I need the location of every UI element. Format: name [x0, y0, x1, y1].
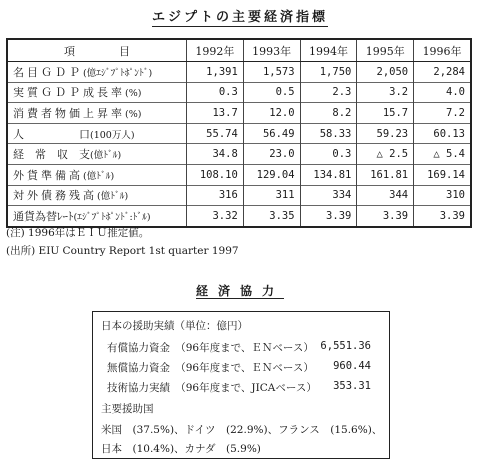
table-cell: 334 — [300, 185, 357, 206]
estimate-note: (注) 1996年はＥＩＵ推定値。 — [6, 227, 150, 239]
table-cell: 2,284 — [414, 62, 471, 83]
row-label: 消費者物価上昇率(%) — [7, 103, 187, 124]
row-label: 名目ＧＤＰ(億ｴｼﾞﾌﾟﾄﾎﾟﾝﾄﾞ) — [7, 62, 187, 83]
table-cell: 3.39 — [414, 206, 471, 227]
economic-indicators-table — [6, 38, 472, 228]
table-cell: 1,750 — [300, 62, 357, 83]
table-cell: 0.3 — [187, 82, 244, 103]
column-header-year: 1996年 — [414, 39, 471, 62]
column-header-year: 1995年 — [357, 39, 414, 62]
donors-line: 日本 (10.4%)、カナダ (5.9%) — [101, 443, 261, 455]
row-label: 人 口(100万人) — [7, 123, 187, 144]
donors-heading: 主要援助国 — [101, 403, 154, 415]
table-cell: 134.81 — [300, 164, 357, 185]
column-header-year: 1993年 — [243, 39, 300, 62]
row-label: 外貨準備高(億ﾄﾞﾙ) — [7, 164, 187, 185]
donors-line: 米国 (37.5%)、ドイツ (22.9%)、フランス (15.6%)、 — [101, 424, 383, 436]
table-row — [7, 123, 471, 144]
table-cell: 3.35 — [243, 206, 300, 227]
table-cell: 3.2 — [357, 82, 414, 103]
table-cell: 1,391 — [187, 62, 244, 83]
table-row — [7, 103, 471, 124]
table-cell: 34.8 — [187, 144, 244, 165]
table-row — [7, 185, 471, 206]
table-cell: 316 — [187, 185, 244, 206]
table-cell: 129.04 — [243, 164, 300, 185]
table-cell: 59.23 — [357, 123, 414, 144]
source-note: (出所) EIU Country Report 1st quarter 1997 — [6, 245, 239, 257]
column-header-year: 1994年 — [300, 39, 357, 62]
table-cell: 56.49 — [243, 123, 300, 144]
table-row — [7, 206, 471, 227]
table-cell: 7.2 — [414, 103, 471, 124]
aid-item-amount: 353.31 — [333, 380, 371, 392]
table-row — [7, 144, 471, 165]
table-cell: 3.32 — [187, 206, 244, 227]
table-row — [7, 164, 471, 185]
table-cell: 12.0 — [243, 103, 300, 124]
table-cell: 2.3 — [300, 82, 357, 103]
row-label: 経 常 収 支(億ﾄﾞﾙ) — [7, 144, 187, 165]
table-cell: 8.2 — [300, 103, 357, 124]
table-cell: 108.10 — [187, 164, 244, 185]
table-cell: 13.7 — [187, 103, 244, 124]
table-cell: 60.13 — [414, 123, 471, 144]
table-cell: 55.74 — [187, 123, 244, 144]
aid-item-amount: 6,551.36 — [320, 340, 371, 352]
table-cell: 1,573 — [243, 62, 300, 83]
page-title: エジプトの主要経済指標 — [151, 10, 328, 25]
table-cell: 344 — [357, 185, 414, 206]
table-row — [7, 62, 471, 83]
aid-item-label: 技術協力実績 （96年度まで、JICAベース） — [107, 382, 317, 394]
table-row — [7, 82, 471, 103]
row-label: 対外債務残高(億ﾄﾞﾙ) — [7, 185, 187, 206]
aid-item-label: 有償協力資金 （96年度まで、ＥＮベース） — [107, 342, 314, 354]
aid-item-amount: 960.44 — [333, 360, 371, 372]
table-cell: 3.39 — [357, 206, 414, 227]
table-cell: 23.0 — [243, 144, 300, 165]
table-cell: 310 — [414, 185, 471, 206]
table-cell: 0.5 — [243, 82, 300, 103]
aid-item-label: 無償協力資金 （96年度まで、ＥＮベース） — [107, 362, 314, 374]
aid-heading: 日本の援助実績（単位：億円） — [101, 320, 248, 332]
row-label: 通貨為替ﾚｰﾄ(ｴｼﾞﾌﾟﾄﾎﾟﾝﾄﾞ:ﾄﾞﾙ) — [7, 206, 187, 227]
table-cell: 15.7 — [357, 103, 414, 124]
table-cell: 169.14 — [414, 164, 471, 185]
table-cell: 311 — [243, 185, 300, 206]
column-header-year: 1992年 — [187, 39, 244, 62]
row-label: 実質ＧＤＰ成長率(%) — [7, 82, 187, 103]
table-cell: 3.39 — [300, 206, 357, 227]
table-cell: △ 2.5 — [357, 144, 414, 165]
table-cell: 161.81 — [357, 164, 414, 185]
table-cell: 4.0 — [414, 82, 471, 103]
economic-cooperation-title: 経済協力 — [195, 284, 284, 298]
column-header-item: 項 目 — [7, 39, 187, 62]
economic-cooperation-box — [92, 311, 390, 459]
table-cell: 0.3 — [300, 144, 357, 165]
table-cell: 2,050 — [357, 62, 414, 83]
table-header-row — [7, 39, 471, 62]
table-cell: △ 5.4 — [414, 144, 471, 165]
table-cell: 58.33 — [300, 123, 357, 144]
